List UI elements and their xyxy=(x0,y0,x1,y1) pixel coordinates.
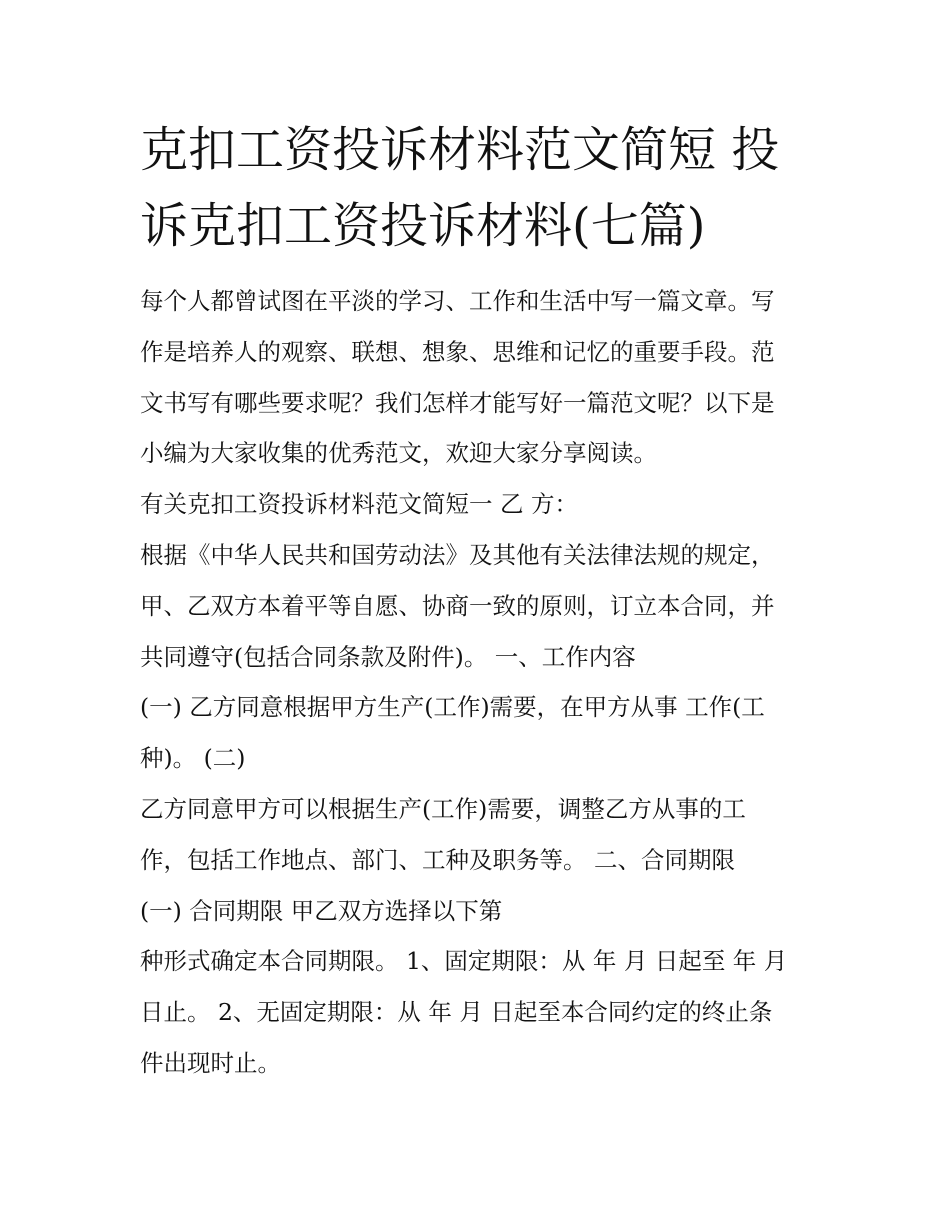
body-line: 小编为大家收集的优秀范文，欢迎大家分享阅读。 xyxy=(140,439,657,468)
body-line: 作，包括工作地点、部门、工种及职务等。 二、合同期限 xyxy=(140,845,735,874)
body-line: 甲、乙双方本着平等自愿、协商一致的原则，订立本合同，并 xyxy=(140,591,775,620)
body-line: (一) 合同期限 甲乙双方选择以下第 xyxy=(140,896,503,925)
body-line: 根据《中华人民共和国劳动法》及其他有关法律法规的规定， xyxy=(140,540,775,569)
section-heading: 有关克扣工资投诉材料范文简短一 乙 方： xyxy=(140,490,578,519)
document-body xyxy=(140,276,820,1089)
body-line: 作是培养人的观察、联想、想象、思维和记忆的重要手段。范 xyxy=(140,337,775,366)
body-line: 件出现时止。 xyxy=(140,1048,281,1077)
body-line: 种)。 (二) xyxy=(140,744,246,773)
document-title xyxy=(140,112,820,264)
body-line: (一) 乙方同意根据甲方生产(工作)需要，在甲方从事 工作(工 xyxy=(140,693,765,722)
body-line: 文书写有哪些要求呢？我们怎样才能写好一篇范文呢？以下是 xyxy=(140,388,775,417)
title-line-2: 诉克扣工资投诉材料(七篇) xyxy=(140,198,706,254)
body-line: 共同遵守(包括合同条款及附件)。 一、工作内容 xyxy=(140,642,636,671)
body-line: 乙方同意甲方可以根据生产(工作)需要，调整乙方从事的工 xyxy=(140,794,746,823)
body-line: 每个人都曾试图在平淡的学习、工作和生活中写一篇文章。写 xyxy=(140,287,775,315)
body-line: 日止。 2、无固定期限：从 年 月 日起至本合同约定的终止条 xyxy=(140,998,773,1027)
body-line: 种形式确定本合同期限。 1、固定期限：从 年 月 日起至 年 月 xyxy=(140,947,788,976)
title-line-1: 克扣工资投诉材料范文简短 投 xyxy=(140,122,780,178)
